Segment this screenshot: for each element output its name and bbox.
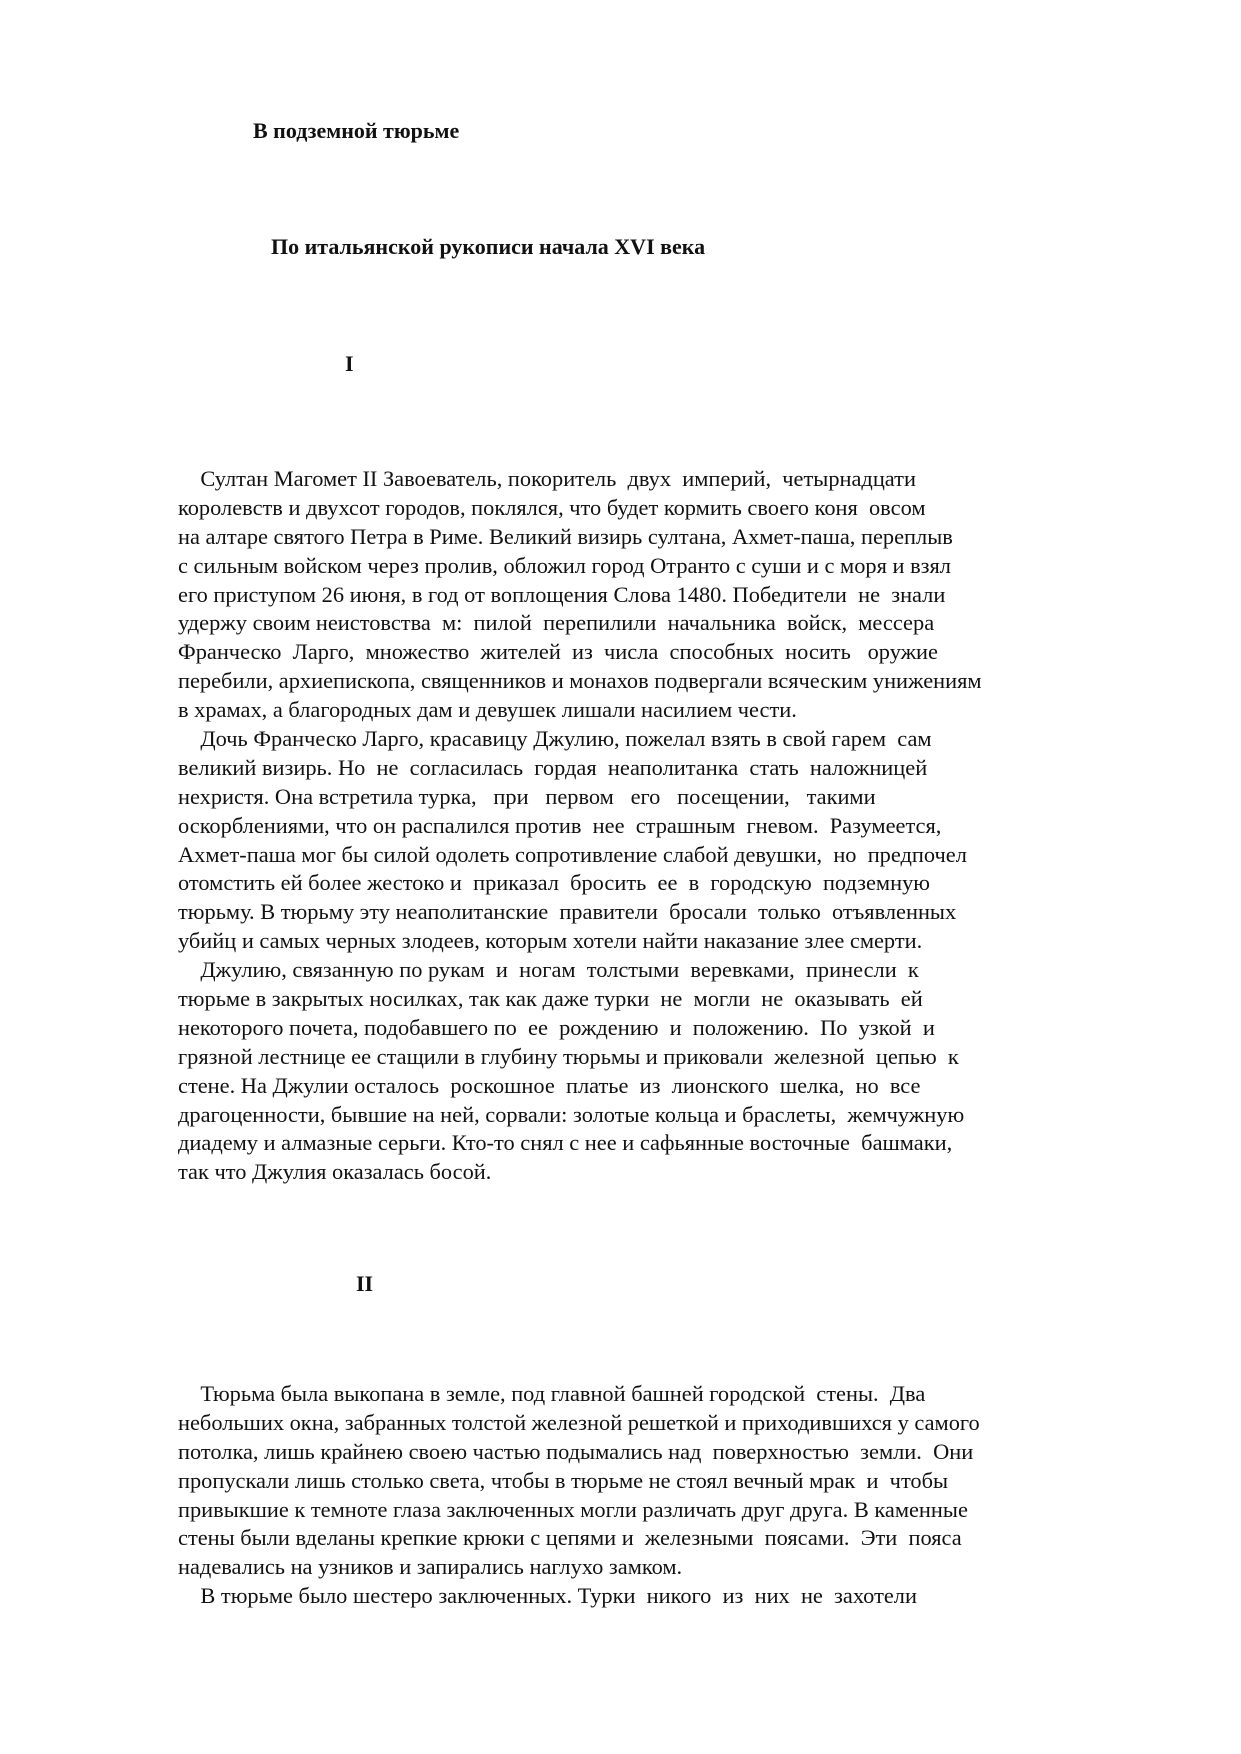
chapter-2-numeral: II — [356, 1271, 374, 1296]
text-line: диадему и алмазные серьги. Кто-то снял с нее и сафьянные восточные башмаки, — [178, 1130, 953, 1156]
text-line: Ахмет-паша мог бы силой одолеть сопротивление слабой девушки, но предпочел — [178, 841, 967, 867]
text-line: Джулию, связанную по рукам и ногам толстыми веревками, принесли к — [178, 957, 919, 983]
text-line: некоторого почета, подобавшего по ее рождению и положению. По узкой и — [178, 1014, 935, 1040]
text-line: его приступом 26 июня, в год от воплощения Слова 1480. Победители не знали — [178, 581, 946, 607]
text-line: Султан Магомет II Завоеватель, покоритель двух империй, четырнадцати — [178, 466, 916, 491]
chapter-2-text — [178, 1380, 1098, 1611]
text-line: грязной лестнице ее стащили в глубину тюрьмы и приковали железной цепью к — [178, 1043, 959, 1069]
text-line: Франческо Ларго, множество жителей из числа способных носить оружие — [178, 639, 938, 665]
text-line: королевств и двухсот городов, поклялся, что будет кормить своего коня овсом — [178, 494, 926, 520]
text-line: стене. На Джулии осталось роскошное платье из лионского шелка, но все — [178, 1072, 921, 1098]
text-line: оскорблениями, что он распалился против нее страшным гневом. Разумеется, — [178, 812, 942, 838]
text-line: с сильным войском через пролив, обложил город Отранто с суши и с моря и взял — [178, 552, 951, 578]
text-line: убийц и самых черных злодеев, которым хотели найти наказание злее смерти. — [178, 928, 923, 954]
text-line: тюрьму. В тюрьму эту неаполитанские правители бросали только отъявленных — [178, 899, 957, 925]
text-line: великий визирь. Но не согласилась гордая неаполитанка стать наложницей — [178, 754, 928, 780]
text-line: Тюрьма была выкопана в земле, под главной башней городской стены. Два — [178, 1381, 926, 1406]
chapter-1-text — [178, 465, 1098, 1187]
text-line: тюрьме в закрытых носилках, так как даже турки не могли не оказывать ей — [178, 986, 923, 1012]
text-line: в храмах, а благородных дам и девушек лишали насилием чести. — [178, 697, 797, 723]
text-line: так что Джулия оказалась босой. — [178, 1159, 492, 1185]
text-line: В тюрьме было шестеро заключенных. Турки никого из них не захотели — [178, 1583, 917, 1609]
text-line: надевались на узников и запирались наглухо замком. — [178, 1554, 683, 1580]
text-line: драгоценности, бывшие на ней, сорвали: золотые кольца и браслеты, жемчужную — [178, 1101, 965, 1127]
text-line: Дочь Франческо Ларго, красавицу Джулию, пожелал взять в свой гарем сам — [178, 726, 932, 752]
text-line: небольших окна, забранных толстой железной решеткой и приходившихся у самого — [178, 1409, 980, 1435]
text-line: удержу своим неистовства м: пилой перепилили начальника войск, мессера — [178, 610, 935, 636]
document-subtitle: По итальянской рукописи начала XVI века — [271, 234, 706, 259]
document-title: В подземной тюрьме — [253, 118, 460, 143]
text-line: нехристя. Она встретила турка, при первом его посещении, такими — [178, 783, 876, 809]
text-line: пропускали лишь столько света, чтобы в тюрьме не стоял вечный мрак и чтобы — [178, 1467, 949, 1493]
text-line: на алтаре святого Петра в Риме. Великий визирь султана, Ахмет-паша, переплыв — [178, 523, 953, 549]
text-line: перебили, архиепископа, священников и монахов подвергали всяческим унижениям — [178, 668, 982, 694]
text-line: стены были вделаны крепкие крюки с цепями и железными поясами. Эти пояса — [178, 1525, 962, 1551]
text-line: отомстить ей более жестоко и приказал бросить ее в городскую подземную — [178, 870, 930, 896]
text-line: потолка, лишь крайнею своею частью подымались над поверхностью земли. Они — [178, 1438, 974, 1464]
text-line: привыкшие к темноте глаза заключенных могли различать друг друга. В каменные — [178, 1496, 968, 1522]
chapter-1-numeral: I — [345, 351, 354, 376]
